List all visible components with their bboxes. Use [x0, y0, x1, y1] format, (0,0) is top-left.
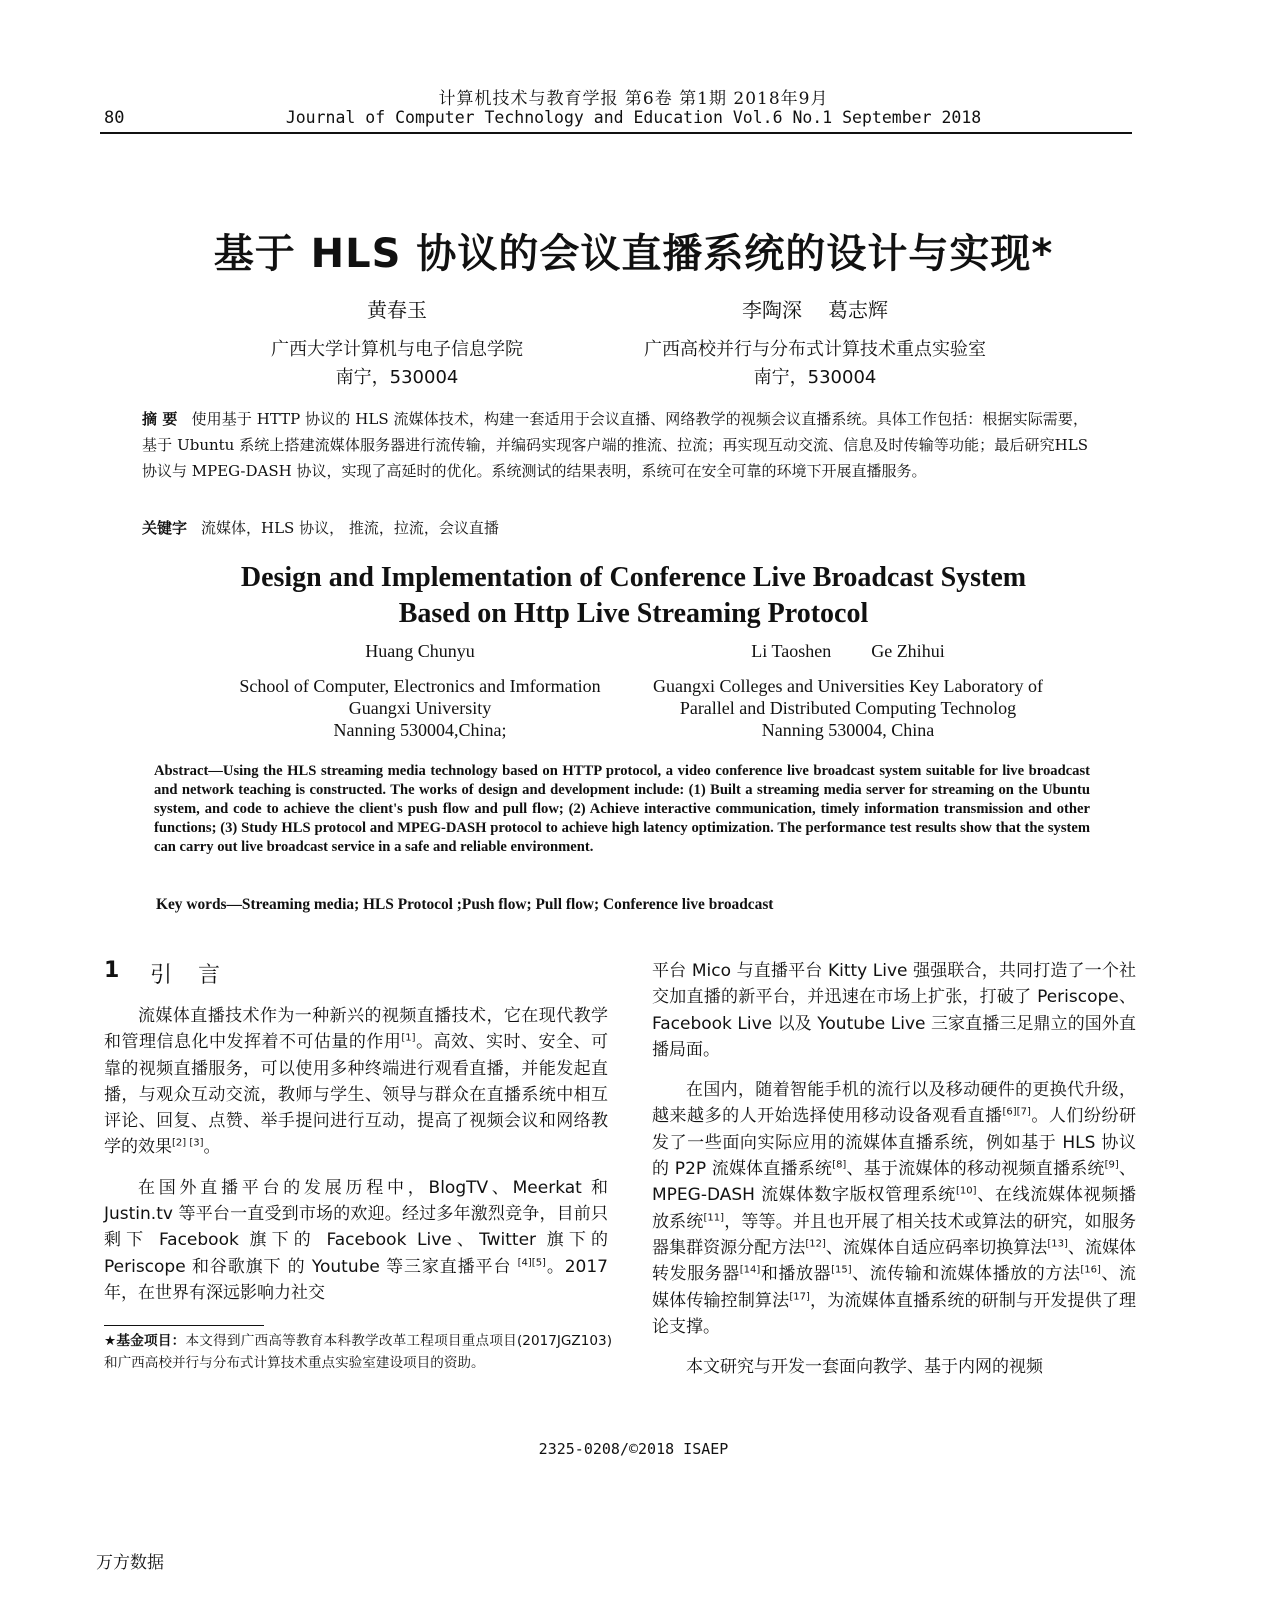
journal-header-en: Journal of Computer Technology and Education Vol.6 No.1 September 2018 [285, 108, 982, 127]
affiliation-cn-right-line: 广西高校并行与分布式计算技术重点实验室 [644, 339, 986, 360]
affiliation-en-left-line: School of Computer, Electronics and Imformation [239, 676, 601, 696]
author-cn-left: 黄春玉 [367, 298, 427, 322]
body-text: 。高效、实时、安全、可靠的视频直播服务，可以使用多种终端进行观看直播，并能发起直播，与观众互动交流，教师与学生、领导与群众在直播系统中相互评论、回复、点赞、举手提问进行互动，提高了视频会议和网络教学的效果 [104, 1032, 609, 1158]
citation: [16] [1080, 1264, 1101, 1276]
paper-title-en-line: Design and Implementation of Conference Live Broadcast System [240, 562, 1027, 593]
abstract-cn [142, 406, 1088, 484]
paper-title-cn: 基于 HLS 协议的会议直播系统的设计与实现* [213, 231, 1054, 277]
body-text: 、流媒体自适应码率切换算法 [825, 1237, 1048, 1258]
body-text: 、流传输和流媒体播放的方法 [851, 1264, 1081, 1285]
body-text: ，为流媒体直播系统的研制与开发提供了理论支撑。 [652, 1290, 1137, 1337]
author-en-right-2: Ge Zhihui [871, 641, 945, 661]
body-left-column [104, 1003, 608, 1306]
body-paragraph: 本文研究与开发一套面向教学、基于内网的视频 [686, 1357, 1043, 1378]
keywords-cn [142, 517, 499, 538]
author-cn-right-1: 李陶深 [742, 298, 802, 322]
author-en-right [628, 641, 1068, 662]
affiliation-cn-right-line: 南宁，530004 [753, 367, 877, 388]
affiliation-en-left [160, 675, 680, 741]
citation: [11] [703, 1212, 725, 1224]
affiliation-en-right-line: Parallel and Distributed Computing Technolog [679, 698, 1017, 718]
author-en-right-1: Li Taoshen [751, 641, 832, 661]
affiliation-cn-left [240, 336, 554, 392]
citation: [13] [1047, 1238, 1068, 1250]
body-text: 。2017 年，在世界有深远影响力社交 [104, 1256, 609, 1303]
body-paragraph [104, 1003, 608, 1161]
keywords-en: Key words—Streaming media; HLS Protocol ;Push flow; Pull flow; Conference live broadcast [156, 896, 774, 913]
abstract-cn-text: 使用基于 HTTP 协议的 HLS 流媒体技术，构建一套适用于会议直播、网络教学的视频会议直播系统。具体工作包括：根据实际需要，基于 Ubuntu 系统上搭建流媒体服务器进行流传输，并编码实现客户端的推流、拉流；再实现互动交流、信息及时传输等功能；最后研究HLS 协议与 MPEG-DASH 协议，实现了高延时的优化。系统测试的结果表明，系统可在安全可靠的环境下开展直播服务。 [142, 410, 1088, 480]
footnote-text: 本文得到广西高等教育本科教学改革工程项目重点项目(2017JGZ103)和广西高校并行与分布式计算技术重点实验室建设项目的资助。 [104, 1333, 612, 1371]
affiliation-cn-left-line: 南宁，530004 [335, 367, 459, 388]
keywords-cn-text: 流媒体，HLS 协议， 推流，拉流，会议直播 [201, 519, 499, 537]
section-number: 1 [104, 958, 120, 983]
page-number: 80 [104, 108, 125, 128]
citation: [6][7] [1002, 1106, 1031, 1118]
body-text: 在国外直播平台的发展历程中，BlogTV、Meerkat 和 Justin.tv 等平台一直受到市场的欢迎。经过多年激烈竞争，目前只剩下 Facebook 旗下的 Facebook Live、Twitter 旗下的 Periscope 和谷歌旗下 的 Youtube 等三家直播平台 [104, 1177, 608, 1277]
body-paragraph: 平台 Mico 与直播平台 Kitty Live 强强联合，共同打造了一个社交加直播的新平台，并迅速在市场上扩张，打破了 Periscope、Facebook Live 以及 Youtube Live 三家直播三足鼎立的国外直播局面。 [652, 961, 1136, 1060]
paper-title-en-line: Based on Http Live Streaming Protocol [398, 598, 869, 629]
citation: [12] [805, 1238, 826, 1250]
affiliation-en-left-line: Guangxi University [348, 698, 492, 718]
source-watermark: 万方数据 [96, 1553, 164, 1573]
author-cn-right-2: 葛志辉 [828, 298, 888, 322]
affiliation-en-right-line: Guangxi Colleges and Universities Key Laboratory of [653, 676, 1043, 696]
citation: [14] [739, 1264, 761, 1276]
author-cn-right [608, 294, 1022, 323]
body-text: 、MPEG-DASH 流媒体数字版权管理系统 [652, 1159, 1137, 1206]
body-text: 在国内，随着智能手机的流行以及移动硬件的更换代升级，越来越多的人开始选择使用移动设备观看直播 [652, 1080, 1136, 1127]
footnote-rule [104, 1325, 264, 1326]
abstract-cn-label: 摘 要 [142, 410, 178, 428]
affiliation-cn-right [608, 336, 1022, 392]
citation: [2] [3] [172, 1137, 204, 1149]
abstract-en: Abstract—Using the HLS streaming media technology based on HTTP protocol, a video conference live broadcast system suitable for live broadcast and network teaching is constructed. The works of design and development include: (1) Built a streaming media server for streaming on the Ubuntu system, and code to achieve the client's push flow and pull flow; (2) Achieve interactive communication, timely information transmission and other functions; (3) Study HLS protocol and MPEG-DASH protocol to achieve high latency optimization. The performance test results show that the system can carry out live broadcast service in a safe and reliable environment. [154, 763, 1090, 855]
journal-header-cn: 计算机技术与教育学报 第6卷 第1期 2018年9月 [438, 89, 829, 109]
body-text: 、流媒体传输控制算法 [652, 1264, 1137, 1311]
citation: [17] [789, 1290, 810, 1302]
footnote-funding [104, 1330, 612, 1374]
section-title: 引言 [150, 963, 247, 988]
body-text: 。人们纷纷研发了一些面向实际应用的流媒体直播系统，例如基于 HLS 协议的 P2P 流媒体直播系统 [652, 1106, 1137, 1180]
affiliation-en-left-line: Nanning 530004,China; [333, 720, 507, 740]
body-right-column [652, 958, 1136, 1380]
body-paragraph [652, 1077, 1136, 1340]
citation: [15] [831, 1264, 852, 1276]
citation: [8] [832, 1159, 847, 1171]
body-text: 和播放器 [760, 1264, 832, 1285]
author-en-left: Huang Chunyu [365, 641, 475, 661]
body-text: 、流媒体转发服务器 [652, 1237, 1137, 1285]
citation: [1] [401, 1032, 416, 1044]
copyright-line: 2325-0208/©2018 ISAEP [538, 1440, 729, 1458]
footnote-label: ★基金项目： [104, 1333, 186, 1349]
affiliation-en-right [628, 675, 1068, 741]
affiliation-cn-left-line: 广西大学计算机与电子信息学院 [271, 339, 523, 360]
keywords-cn-label: 关键字 [142, 519, 188, 537]
body-text: 流媒体直播技术作为一种新兴的视频直播技术，它在现代教学和管理信息化中发挥着不可估量的作用 [104, 1006, 608, 1053]
body-text: 。 [203, 1137, 221, 1158]
body-text: 、在线流媒体视频播放系统 [652, 1185, 1136, 1232]
citation: [4][5] [517, 1257, 546, 1269]
citation: [9] [1104, 1159, 1119, 1171]
body-paragraph [104, 1175, 608, 1306]
citation: [10] [956, 1185, 977, 1197]
paper-title-en [0, 560, 1267, 632]
header-rule [100, 132, 1132, 134]
affiliation-en-right-line: Nanning 530004, China [761, 720, 935, 740]
body-text: 、基于流媒体的移动视频直播系统 [846, 1159, 1105, 1180]
body-text: ，等等。并且也开展了相关技术或算法的研究，如服务器集群资源分配方法 [652, 1211, 1137, 1258]
